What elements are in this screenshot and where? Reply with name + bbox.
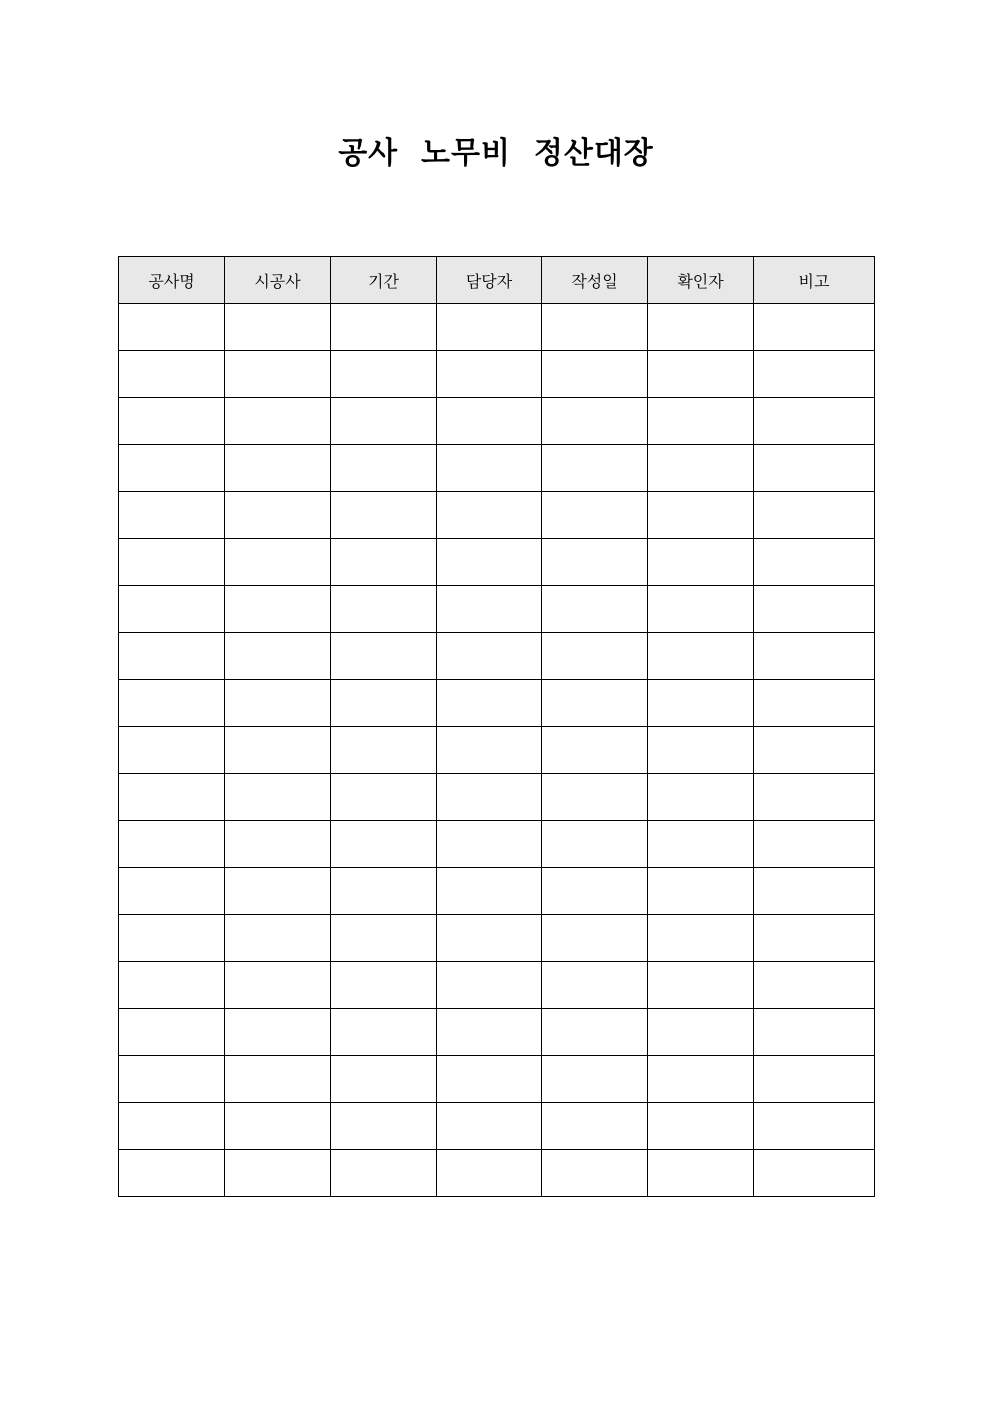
column-header-period: 기간 (331, 257, 437, 304)
table-cell[interactable] (331, 633, 437, 680)
column-header-manager: 담당자 (437, 257, 542, 304)
table-cell[interactable] (754, 962, 875, 1009)
table-cell[interactable] (331, 727, 437, 774)
table-cell[interactable] (754, 539, 875, 586)
table-cell[interactable] (437, 821, 542, 868)
table-row (119, 1056, 875, 1103)
table-cell[interactable] (542, 1103, 648, 1150)
table-cell[interactable] (331, 1009, 437, 1056)
table-cell[interactable] (437, 351, 542, 398)
table-cell[interactable] (119, 1150, 225, 1197)
table-cell[interactable] (437, 774, 542, 821)
table-cell[interactable] (119, 445, 225, 492)
table-cell[interactable] (648, 1009, 754, 1056)
table-cell[interactable] (331, 586, 437, 633)
table-cell[interactable] (542, 962, 648, 1009)
table-cell[interactable] (648, 868, 754, 915)
table-cell[interactable] (225, 1056, 331, 1103)
table-row (119, 492, 875, 539)
table-row (119, 351, 875, 398)
table-cell[interactable] (754, 586, 875, 633)
table-cell[interactable] (648, 304, 754, 351)
table-row (119, 445, 875, 492)
column-header-confirmer: 확인자 (648, 257, 754, 304)
table-cell[interactable] (119, 633, 225, 680)
table-row (119, 774, 875, 821)
table-cell[interactable] (754, 680, 875, 727)
table-cell[interactable] (331, 1056, 437, 1103)
table-cell[interactable] (437, 1056, 542, 1103)
table-cell[interactable] (437, 1150, 542, 1197)
table-cell[interactable] (437, 304, 542, 351)
table-cell[interactable] (754, 351, 875, 398)
table-cell[interactable] (754, 398, 875, 445)
table-cell[interactable] (225, 539, 331, 586)
table-cell[interactable] (648, 351, 754, 398)
table-cell[interactable] (119, 1009, 225, 1056)
table-cell[interactable] (648, 915, 754, 962)
table-cell[interactable] (542, 1056, 648, 1103)
table-cell[interactable] (754, 1056, 875, 1103)
table-cell[interactable] (225, 1009, 331, 1056)
page-title: 공사 노무비 정산대장 (338, 136, 654, 171)
column-header-project-name: 공사명 (119, 257, 225, 304)
table-cell[interactable] (754, 868, 875, 915)
table-cell[interactable] (225, 915, 331, 962)
table-cell[interactable] (225, 680, 331, 727)
table-cell[interactable] (331, 774, 437, 821)
table-row (119, 1009, 875, 1056)
table-cell[interactable] (648, 586, 754, 633)
table-cell[interactable] (331, 821, 437, 868)
table-cell[interactable] (648, 962, 754, 1009)
table-row (119, 821, 875, 868)
table-cell[interactable] (754, 445, 875, 492)
table-cell[interactable] (119, 821, 225, 868)
table-row (119, 586, 875, 633)
table-row (119, 304, 875, 351)
table-cell[interactable] (225, 774, 331, 821)
table-cell[interactable] (648, 539, 754, 586)
table-cell[interactable] (754, 633, 875, 680)
table-cell[interactable] (225, 633, 331, 680)
table-row (119, 915, 875, 962)
table-cell[interactable] (648, 727, 754, 774)
table-cell[interactable] (648, 398, 754, 445)
table-cell[interactable] (331, 915, 437, 962)
table-cell[interactable] (542, 445, 648, 492)
table-row (119, 962, 875, 1009)
table-cell[interactable] (119, 351, 225, 398)
table-cell[interactable] (648, 1150, 754, 1197)
table-cell[interactable] (119, 492, 225, 539)
table-cell[interactable] (331, 398, 437, 445)
table-cell[interactable] (225, 398, 331, 445)
table-cell[interactable] (542, 539, 648, 586)
table-cell[interactable] (542, 586, 648, 633)
table-cell[interactable] (119, 727, 225, 774)
table-cell[interactable] (119, 774, 225, 821)
table-cell[interactable] (437, 1103, 542, 1150)
table-cell[interactable] (331, 304, 437, 351)
table-cell[interactable] (754, 1009, 875, 1056)
table-cell[interactable] (542, 398, 648, 445)
table-cell[interactable] (225, 821, 331, 868)
table-cell[interactable] (331, 868, 437, 915)
table-row (119, 680, 875, 727)
table-row (119, 539, 875, 586)
table-cell[interactable] (225, 586, 331, 633)
table-cell[interactable] (437, 727, 542, 774)
column-header-remarks: 비고 (754, 257, 875, 304)
table-cell[interactable] (542, 492, 648, 539)
table-cell[interactable] (648, 774, 754, 821)
table-cell[interactable] (119, 539, 225, 586)
labor-cost-ledger-table (118, 256, 875, 1197)
table-cell[interactable] (542, 1150, 648, 1197)
table-row (119, 1103, 875, 1150)
table-cell[interactable] (331, 539, 437, 586)
table-cell[interactable] (648, 1103, 754, 1150)
table-cell[interactable] (754, 1103, 875, 1150)
table-cell[interactable] (542, 915, 648, 962)
table-cell[interactable] (331, 1150, 437, 1197)
table-header-row (119, 257, 875, 304)
table-cell[interactable] (542, 633, 648, 680)
table-cell[interactable] (331, 492, 437, 539)
table-cell[interactable] (754, 821, 875, 868)
table-cell[interactable] (542, 774, 648, 821)
table-cell[interactable] (119, 304, 225, 351)
table-cell[interactable] (437, 1009, 542, 1056)
table-cell[interactable] (437, 680, 542, 727)
table-cell[interactable] (437, 915, 542, 962)
table-cell[interactable] (331, 680, 437, 727)
table-cell[interactable] (542, 727, 648, 774)
table-cell[interactable] (437, 962, 542, 1009)
table-cell[interactable] (225, 351, 331, 398)
table-cell[interactable] (331, 1103, 437, 1150)
table-cell[interactable] (754, 492, 875, 539)
table-cell[interactable] (542, 1009, 648, 1056)
table-cell[interactable] (331, 445, 437, 492)
column-header-date-written: 작성일 (542, 257, 648, 304)
table-cell[interactable] (437, 492, 542, 539)
table-row (119, 727, 875, 774)
table-cell[interactable] (542, 351, 648, 398)
table-cell[interactable] (648, 633, 754, 680)
table-cell[interactable] (648, 492, 754, 539)
table-cell[interactable] (225, 492, 331, 539)
table-row (119, 398, 875, 445)
table-cell[interactable] (225, 445, 331, 492)
table-cell[interactable] (119, 586, 225, 633)
table-cell[interactable] (331, 962, 437, 1009)
table-cell[interactable] (648, 1056, 754, 1103)
table-cell[interactable] (542, 304, 648, 351)
table-cell[interactable] (225, 868, 331, 915)
table-cell[interactable] (225, 1150, 331, 1197)
table-cell[interactable] (754, 727, 875, 774)
table-cell[interactable] (437, 539, 542, 586)
table-cell[interactable] (437, 868, 542, 915)
table-cell[interactable] (119, 915, 225, 962)
table-body (119, 304, 875, 1197)
table-cell[interactable] (754, 1150, 875, 1197)
table-cell[interactable] (542, 680, 648, 727)
table-cell[interactable] (225, 962, 331, 1009)
table-cell[interactable] (119, 962, 225, 1009)
table-cell[interactable] (754, 915, 875, 962)
table-cell[interactable] (754, 774, 875, 821)
table-cell[interactable] (648, 445, 754, 492)
table-cell[interactable] (225, 304, 331, 351)
table-row (119, 1150, 875, 1197)
table-cell[interactable] (225, 1103, 331, 1150)
column-header-contractor: 시공사 (225, 257, 331, 304)
table-cell[interactable] (648, 680, 754, 727)
table-cell[interactable] (542, 821, 648, 868)
table-cell[interactable] (331, 351, 437, 398)
table-cell[interactable] (119, 868, 225, 915)
table-cell[interactable] (225, 727, 331, 774)
table-row (119, 868, 875, 915)
table-cell[interactable] (119, 398, 225, 445)
table-cell[interactable] (437, 586, 542, 633)
table-cell[interactable] (437, 398, 542, 445)
table-cell[interactable] (542, 868, 648, 915)
table-cell[interactable] (119, 1103, 225, 1150)
table-row (119, 633, 875, 680)
table-cell[interactable] (119, 1056, 225, 1103)
table-cell[interactable] (119, 680, 225, 727)
table-cell[interactable] (437, 445, 542, 492)
table-cell[interactable] (648, 821, 754, 868)
table-cell[interactable] (754, 304, 875, 351)
table-cell[interactable] (437, 633, 542, 680)
